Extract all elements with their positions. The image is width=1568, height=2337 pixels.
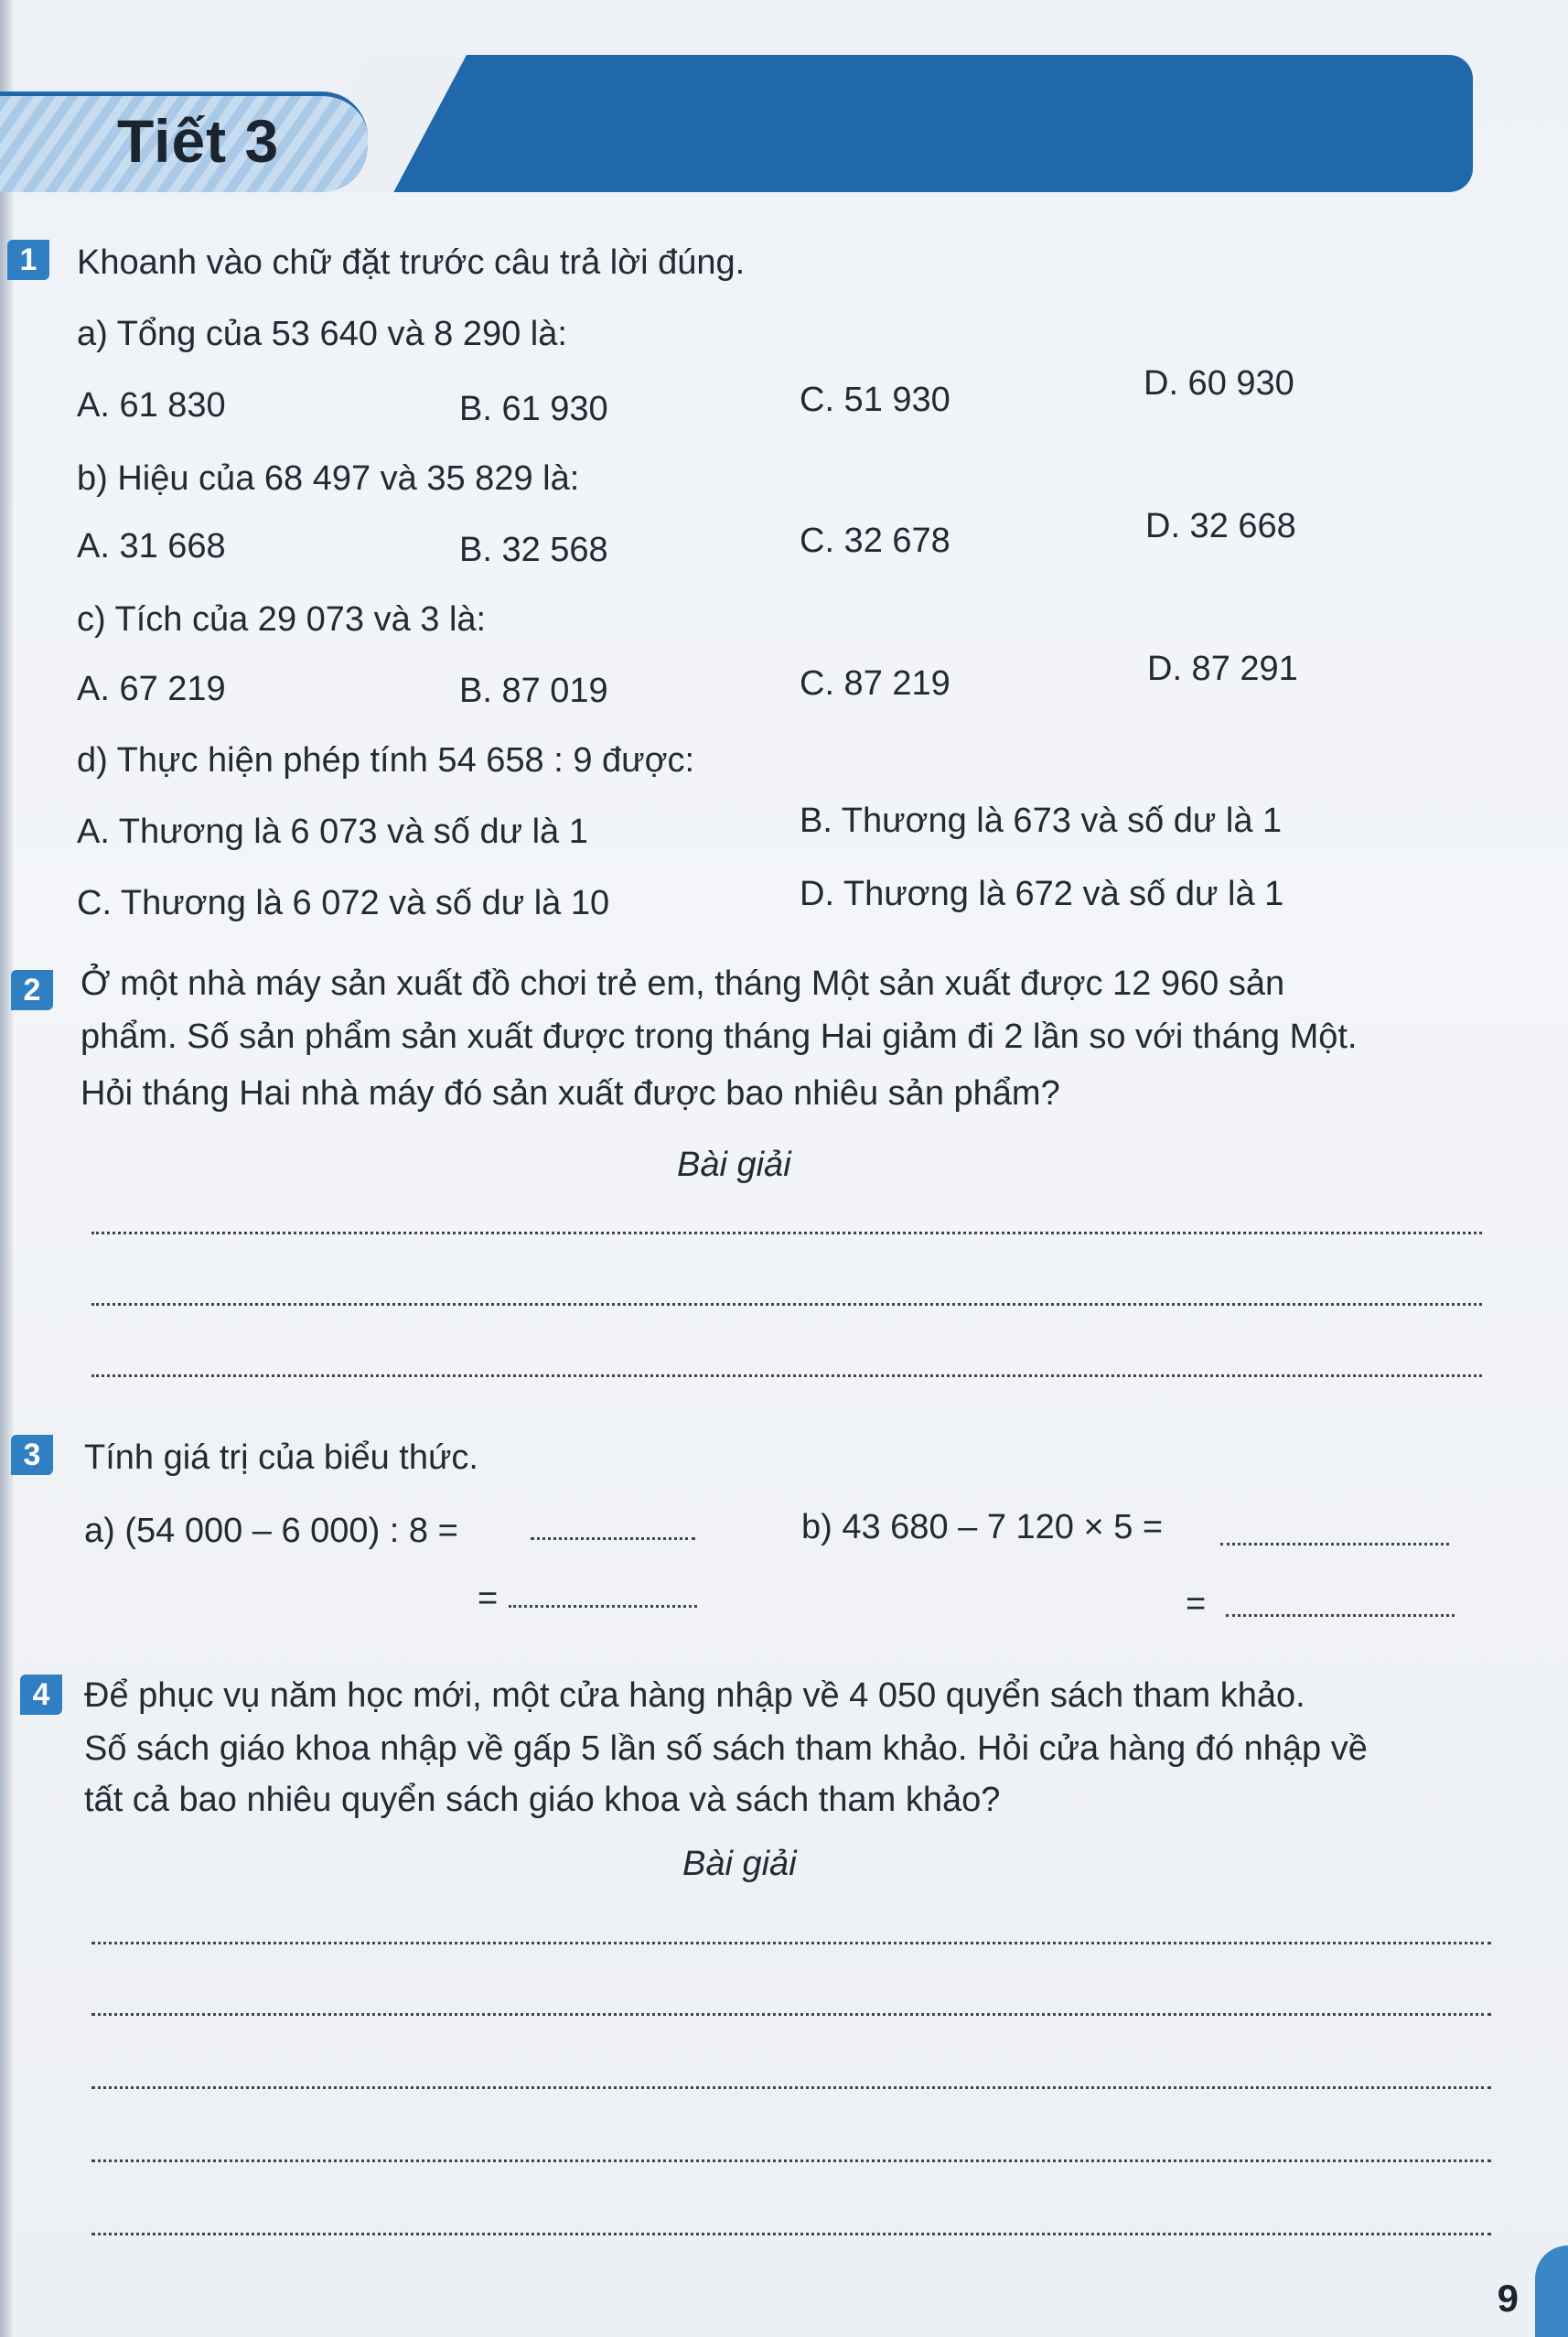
q1a-option-d[interactable]: D. 60 930: [1144, 364, 1294, 403]
q3b-expression: b) 43 680 – 7 120 × 5 =: [801, 1508, 1164, 1546]
q3a-answer-line-1[interactable]: [531, 1537, 695, 1540]
answer-line[interactable]: [91, 2086, 1491, 2089]
q3a-expression: a) (54 000 – 6 000) : 8 =: [84, 1512, 458, 1550]
q1d-option-d[interactable]: D. Thương là 672 và số dư là 1: [800, 875, 1284, 913]
q1c-option-c[interactable]: C. 87 219: [800, 664, 950, 703]
q1d-option-a[interactable]: A. Thương là 6 073 và số dư là 1: [77, 813, 588, 851]
question-2-solution-label: Bài giải: [677, 1146, 791, 1184]
question-3-badge: 3: [11, 1435, 53, 1475]
q1a-option-c[interactable]: C. 51 930: [800, 381, 950, 419]
q1b-option-d[interactable]: D. 32 668: [1145, 507, 1296, 545]
question-4-line-3: tất cả bao nhiêu quyển sách giáo khoa và sách tham khảo?: [84, 1781, 1001, 1819]
question-1-badge: 1: [7, 240, 49, 280]
page-corner-decoration: [1535, 2245, 1568, 2337]
q1a-question: a) Tổng của 53 640 và 8 290 là:: [77, 315, 567, 353]
question-3-prompt: Tính giá trị của biểu thức.: [84, 1438, 478, 1477]
q3a-answer-line-2[interactable]: [509, 1605, 697, 1608]
answer-line[interactable]: [91, 2233, 1491, 2235]
question-2-line-3: Hỏi tháng Hai nhà máy đó sản xuất được bao nhiêu sản phẩm?: [81, 1074, 1060, 1113]
q3b-answer-line-2[interactable]: [1226, 1614, 1455, 1617]
answer-line[interactable]: [91, 1942, 1491, 1944]
q1a-option-b[interactable]: B. 61 930: [459, 390, 608, 428]
q1d-question: d) Thực hiện phép tính 54 658 : 9 được:: [77, 741, 695, 780]
q3b-answer-line-1[interactable]: [1220, 1543, 1449, 1545]
answer-line[interactable]: [91, 1303, 1482, 1306]
q1b-question: b) Hiệu của 68 497 và 35 829 là:: [77, 459, 580, 498]
q3b-equals: =: [1186, 1585, 1207, 1623]
q1b-option-a[interactable]: A. 31 668: [77, 527, 226, 565]
q1c-question: c) Tích của 29 073 và 3 là:: [77, 600, 487, 639]
q1c-option-d[interactable]: D. 87 291: [1147, 650, 1298, 688]
q1b-option-c[interactable]: C. 32 678: [800, 522, 950, 560]
answer-line[interactable]: [91, 2159, 1491, 2162]
lesson-title: Tiết 3: [117, 107, 280, 175]
q3a-equals: =: [478, 1579, 499, 1618]
answer-line[interactable]: [91, 1374, 1482, 1377]
question-4-line-1: Để phục vụ năm học mới, một cửa hàng nhập về 4 050 quyển sách tham khảo.: [84, 1676, 1305, 1715]
q1d-option-c[interactable]: C. Thương là 6 072 và số dư là 10: [77, 884, 610, 922]
answer-line[interactable]: [91, 2013, 1491, 2016]
header-band: [384, 55, 1473, 192]
question-4-badge: 4: [20, 1675, 62, 1715]
q1a-option-a[interactable]: A. 61 830: [77, 386, 226, 425]
page-number: 9: [1497, 2277, 1519, 2320]
page-binding-edge: [0, 0, 13, 2337]
q1c-option-b[interactable]: B. 87 019: [459, 672, 608, 710]
question-4-line-2: Số sách giáo khoa nhập về gấp 5 lần số sách tham khảo. Hỏi cửa hàng đó nhập về: [84, 1729, 1368, 1768]
question-2-badge: 2: [11, 970, 53, 1010]
question-2-line-2: phẩm. Số sản phẩm sản xuất được trong tháng Hai giảm đi 2 lần so với tháng Một.: [81, 1018, 1358, 1056]
question-4-solution-label: Bài giải: [682, 1845, 797, 1883]
q1c-option-a[interactable]: A. 67 219: [77, 670, 226, 708]
q1d-option-b[interactable]: B. Thương là 673 và số dư là 1: [800, 802, 1283, 840]
answer-line[interactable]: [91, 1232, 1482, 1234]
question-2-line-1: Ở một nhà máy sản xuất đồ chơi trẻ em, tháng Một sản xuất được 12 960 sản: [81, 964, 1285, 1003]
q1b-option-b[interactable]: B. 32 568: [459, 531, 608, 569]
question-1-prompt: Khoanh vào chữ đặt trước câu trả lời đúng.: [77, 243, 746, 282]
